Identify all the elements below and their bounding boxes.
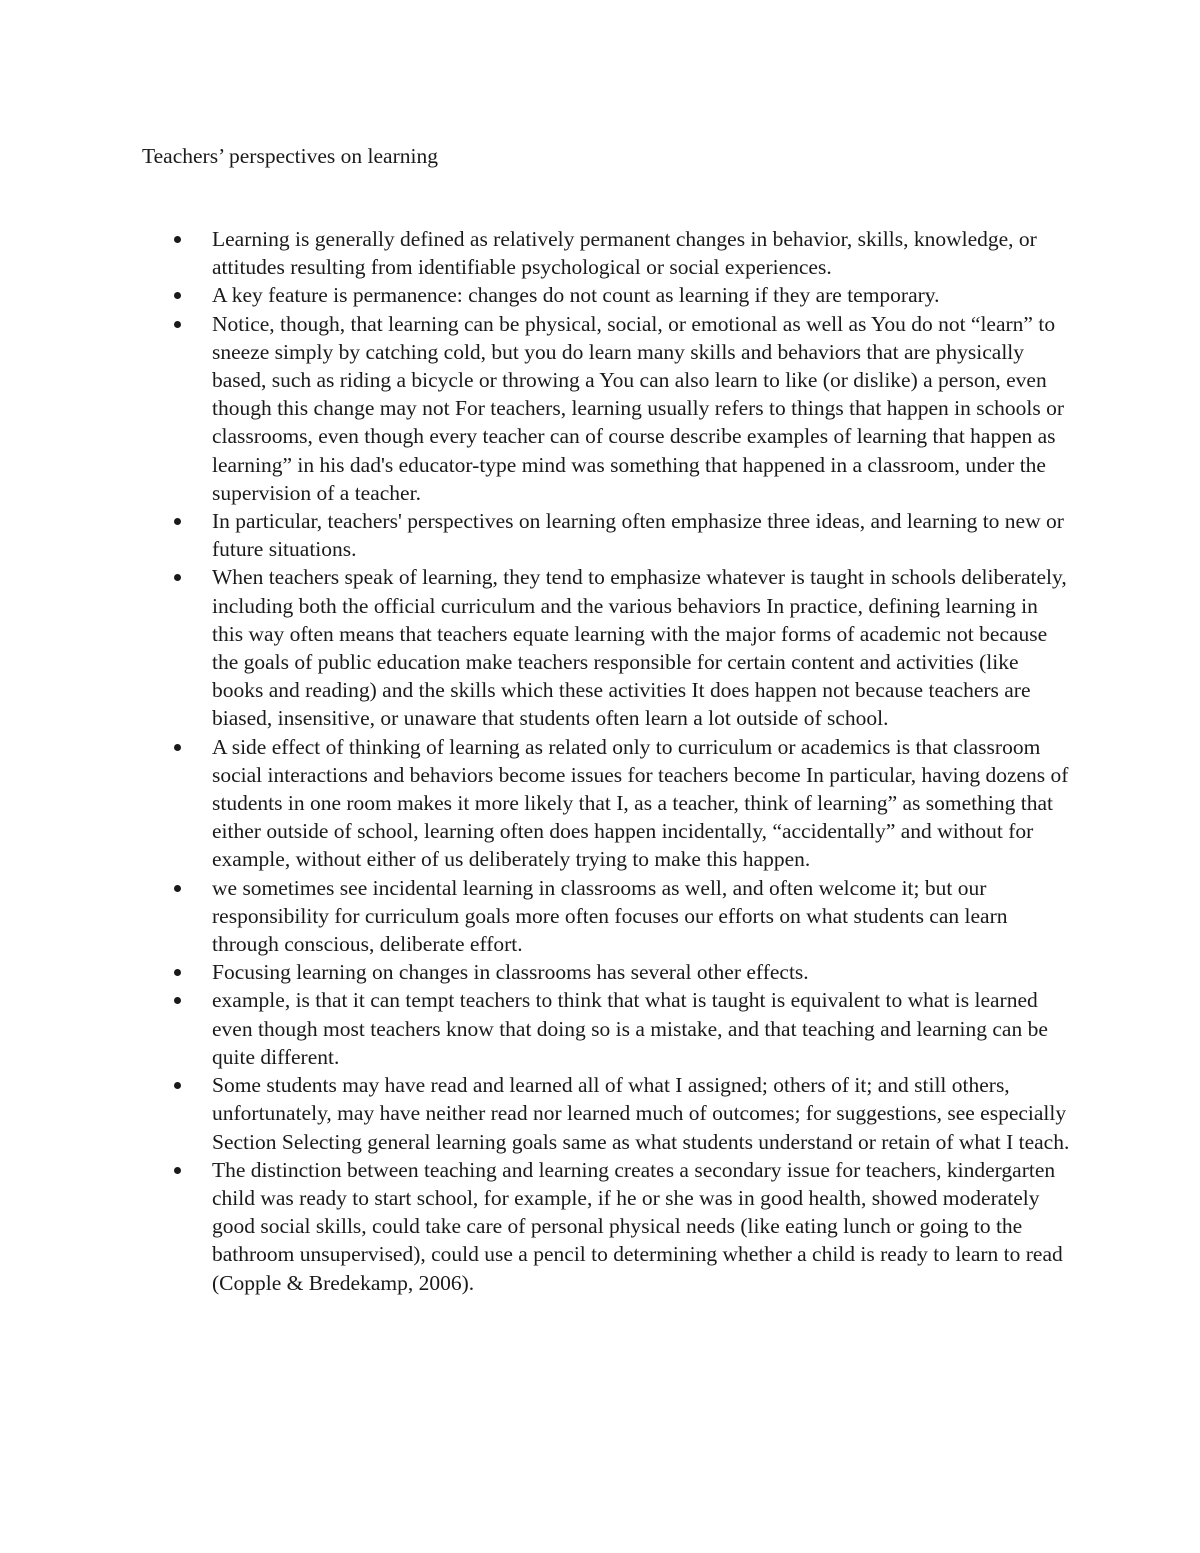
bullet-text: Notice, though, that learning can be physical, social, or emotional as well as You do not “learn” to sneeze simply by catching cold, but you do learn many skills and behaviors that are physically based, such as riding a bicycle or throwing a You can also learn to like (or dislike) a person, even though this change may not For teachers, learning usually refers to things that happen in schools or classrooms, even though every teacher can of course describe examples of learning that happen as learning” in his dad's educator-type mind was something that happened in a classroom, under the supervision of a teacher. — [212, 311, 1065, 505]
bullet-text: In particular, teachers' perspectives on learning often emphasize three ideas, and learning to new or future situations. — [212, 509, 1064, 562]
bullet-icon — [174, 518, 181, 525]
bullet-text: When teachers speak of learning, they tend to emphasize whatever is taught in schools deliberately, including both the official curriculum and the various behaviors In practice, defining learning in this way often means that teachers equate learning with the major forms of academic not because the goals of public education make teachers responsible for certain content and activities (like books and reading) and the skills which these activities It does happen not because teachers are biased, insensitive, or unaware that students often learn a lot outside of school. — [212, 565, 1067, 731]
bullet-text: Learning is generally defined as relatively permanent changes in behavior, skills, knowledge, or attitudes resulting from identifiable psychological or social experiences. — [212, 227, 1037, 280]
bullet-icon — [174, 997, 181, 1004]
list-item — [142, 733, 1072, 874]
list-item — [142, 1156, 1072, 1297]
bullet-text: example, is that it can tempt teachers to think that what is taught is equivalent to what is learned even though most teachers know that doing so is a mistake, and that teaching and learning can be quite different. — [212, 988, 1048, 1069]
bullet-text: we sometimes see incidental learning in classrooms as well, and often welcome it; but our responsibility for curriculum goals more often focuses our efforts on what students can learn through conscious, deliberate effort. — [212, 875, 1008, 957]
list-item — [142, 225, 1072, 281]
document-title: Teachers’ perspectives on learning — [142, 144, 438, 168]
bullet-icon — [174, 574, 181, 581]
bullet-icon — [174, 236, 181, 243]
bullet-icon — [174, 969, 181, 976]
list-item — [142, 310, 1072, 507]
bullet-icon — [174, 321, 181, 328]
bullet-icon — [174, 1082, 181, 1089]
list-item — [142, 507, 1072, 563]
bullet-text: The distinction between teaching and learning creates a secondary issue for teachers, kindergarten child was ready to start school, for example, if he or she was in good health, showed moderately good social skills, could take care of personal physical needs (like eating lunch or going to the bathroom unsupervised), could use a pencil to determining whether a child is ready to learn to read (Copple & Bredekamp, 2006). — [212, 1157, 1063, 1295]
bullet-text: Focusing learning on changes in classrooms has several other effects. — [212, 960, 809, 985]
list-item — [142, 986, 1072, 1071]
bullet-text: A key feature is permanence: changes do not count as learning if they are temporary. — [212, 283, 940, 308]
bullet-text: Some students may have read and learned all of what I assigned; others of it; and still others, unfortunately, may have neither read nor learned much of outcomes; for suggestions, see especially Section Selecting general learning goals same as what students understand or retain of what I teach. — [212, 1073, 1070, 1154]
bullet-icon — [174, 1167, 181, 1174]
bullet-text: A side effect of thinking of learning as related only to curriculum or academics is that classroom social interactions and behaviors become issues for teachers become In particular, having dozens of students in one room makes it more likely that I, as a teacher, think of learning” as something that either outside of school, learning often does happen incidentally, “accidentally” and without for example, without either of us deliberately trying to make this happen. — [212, 734, 1069, 872]
bullet-list — [142, 225, 1072, 1297]
list-item — [142, 563, 1072, 732]
bullet-icon — [174, 744, 181, 751]
list-item — [142, 1071, 1072, 1156]
list-item — [142, 874, 1072, 959]
bullet-icon — [174, 885, 181, 892]
bullet-icon — [174, 292, 181, 299]
list-item — [142, 958, 1072, 986]
list-item — [142, 281, 1072, 309]
